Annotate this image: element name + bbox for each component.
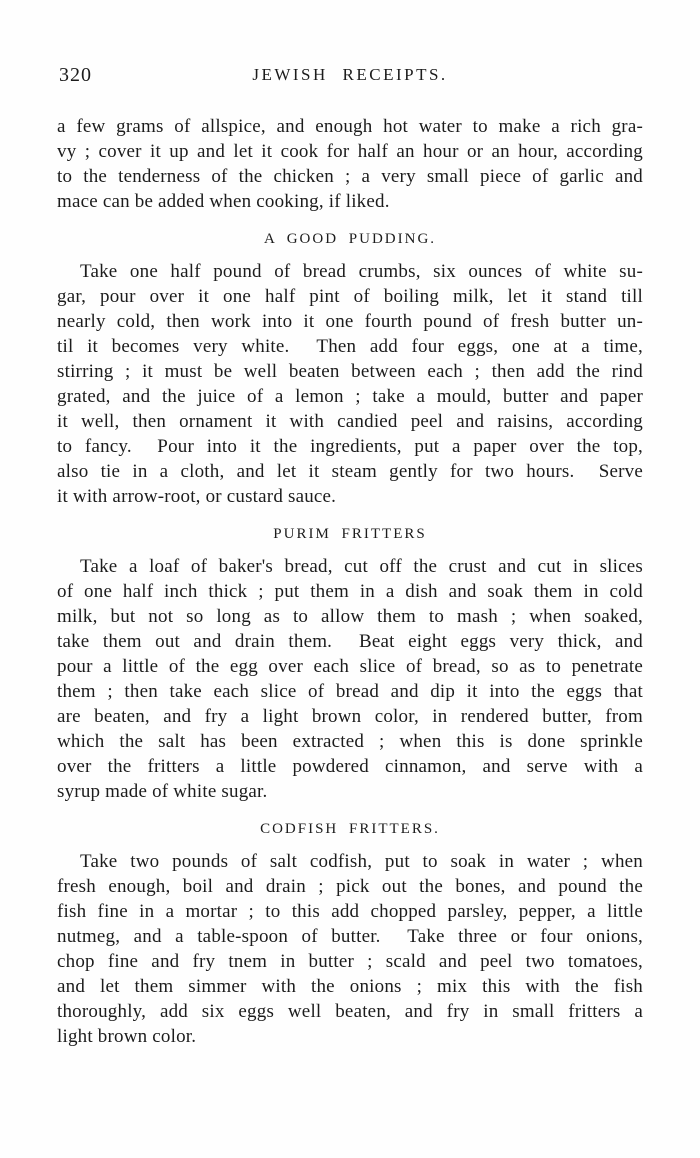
text-line: it with arrow-root, or custard sauce. [57, 486, 337, 507]
section-heading: A GOOD PUDDING. [263, 231, 437, 247]
section-good-pudding [57, 228, 643, 509]
text-line: to fancy. Pour into it the ingredients, put a paper over the top, [57, 436, 643, 457]
text-line: mace can be added when cooking, if liked. [57, 191, 390, 212]
intro-paragraph [57, 114, 643, 214]
text-line: nearly cold, then work into it one fourth pound of fresh butter un- [57, 311, 643, 332]
text-line: milk, but not so long as to allow them to mash ; when soaked, [57, 606, 643, 627]
text-line: syrup made of white sugar. [57, 781, 268, 802]
text-line: fish fine in a mortar ; to this add chopped parsley, pepper, a little [57, 901, 643, 922]
section-heading: CODFISH FRITTERS. [260, 821, 440, 837]
text-line: them ; then take each slice of bread and dip it into the eggs that [57, 681, 643, 702]
text-line: over the fritters a little powdered cinnamon, and serve with a [57, 756, 643, 777]
text-line: pour a little of the egg over each slice of bread, so as to penetrate [57, 656, 643, 677]
text-line: of one half inch thick ; put them in a dish and soak them in cold [57, 581, 643, 602]
text-line: til it becomes very white. Then add four eggs, one at a time, [57, 336, 643, 357]
section-codfish-fritters [57, 818, 643, 1049]
text-line: Take a loaf of baker's bread, cut off the crust and cut in slices [80, 556, 643, 577]
text-line: also tie in a cloth, and let it steam gently for two hours. Serve [57, 461, 643, 482]
text-line: light brown color. [57, 1026, 197, 1047]
text-line: which the salt has been extracted ; when this is done sprinkle [57, 731, 643, 752]
text-line: vy ; cover it up and let it cook for half an hour or an hour, according [57, 141, 643, 162]
text-line: Take one half pound of bread crumbs, six ounces of white su- [80, 261, 643, 282]
section-purim-fritters [57, 523, 643, 804]
page-number: 320 [59, 64, 92, 86]
text-line: are beaten, and fry a light brown color, in rendered butter, from [57, 706, 643, 727]
text-line: a few grams of allspice, and enough hot water to make a rich gra- [57, 116, 643, 137]
text-line: gar, pour over it one half pint of boiling milk, let it stand till [57, 286, 643, 307]
text-line: thoroughly, add six eggs well beaten, and fry in small fritters a [57, 1001, 643, 1022]
text-line: and let them simmer with the onions ; mix this with the fish [57, 976, 643, 997]
text-line: stirring ; it must be well beaten between each ; then add the rind [57, 361, 643, 382]
text-line: to the tenderness of the chicken ; a very small piece of garlic and [57, 166, 643, 187]
text-line: chop fine and fry tnem in butter ; scald and peel two tomatoes, [57, 951, 643, 972]
running-head: JEWISH RECEIPTS. [252, 65, 448, 84]
page-header [57, 64, 643, 86]
text-line: fresh enough, boil and drain ; pick out the bones, and pound the [57, 876, 643, 897]
text-line: it well, then ornament it with candied peel and raisins, according [57, 411, 643, 432]
section-heading: PURIM FRITTERS [273, 526, 427, 542]
text-line: grated, and the juice of a lemon ; take a mould, butter and paper [57, 386, 643, 407]
text-line: Take two pounds of salt codfish, put to soak in water ; when [80, 851, 643, 872]
text-line: take them out and drain them. Beat eight eggs very thick, and [57, 631, 643, 652]
text-line: nutmeg, and a table-spoon of butter. Take three or four onions, [57, 926, 643, 947]
